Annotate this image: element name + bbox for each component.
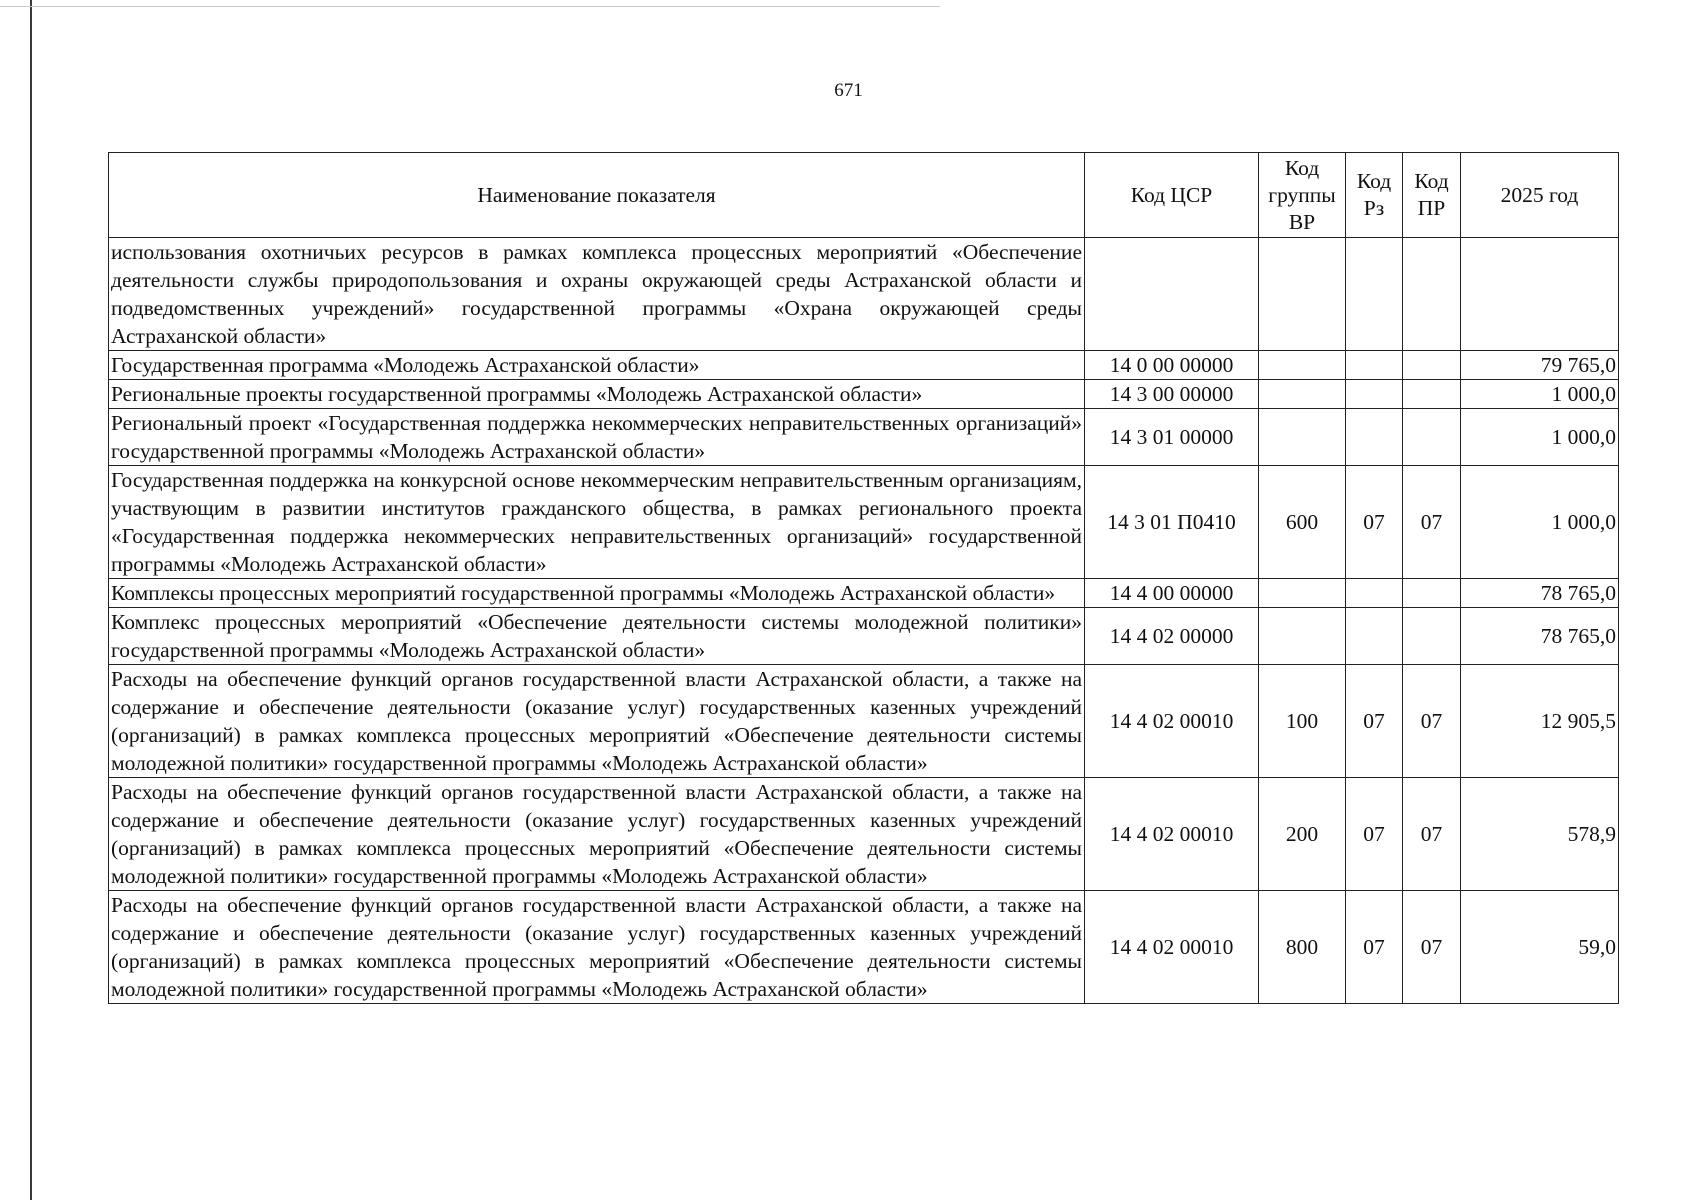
cell-amount: 578,9: [1461, 778, 1619, 891]
cell-csr: 14 3 01 П0410: [1085, 466, 1259, 579]
cell-csr: 14 3 00 00000: [1085, 380, 1259, 409]
cell-rz: 07: [1346, 466, 1403, 579]
header-rz-line2: Рз: [1363, 196, 1385, 220]
cell-amount: [1461, 238, 1619, 351]
header-csr: Код ЦСР: [1085, 153, 1259, 238]
cell-csr: 14 4 02 00010: [1085, 665, 1259, 778]
cell-name: Комплекс процессных мероприятий «Обеспечение деятельности системы молодежной политики» государственной программы «Молодежь Астраханской области»: [109, 608, 1085, 665]
header-year: 2025 год: [1461, 153, 1619, 238]
cell-csr: 14 4 00 00000: [1085, 579, 1259, 608]
cell-rz: [1346, 351, 1403, 380]
cell-name: Расходы на обеспечение функций органов государственной власти Астраханской области, а также на содержание и обеспечение деятельности (оказание услуг) государственных казенных учреждений (организаций) в рамках комплекса процессных мероприятий «Обеспечение деятельности системы молодежной политики» государственной программы «Молодежь Астраханской области»: [109, 778, 1085, 891]
cell-pr: [1403, 409, 1461, 466]
table-row: [109, 608, 1619, 665]
header-vr-line1: Код: [1284, 155, 1320, 180]
table-header-row: [109, 153, 1619, 238]
cell-vr: 600: [1259, 466, 1346, 579]
cell-csr: 14 3 01 00000: [1085, 409, 1259, 466]
table-row: [109, 778, 1619, 891]
cell-pr: 07: [1403, 665, 1461, 778]
cell-rz: [1346, 608, 1403, 665]
table-row: [109, 409, 1619, 466]
cell-pr: 07: [1403, 466, 1461, 579]
page-number: 671: [834, 80, 863, 101]
table-row: [109, 665, 1619, 778]
cell-rz: [1346, 380, 1403, 409]
cell-csr: 14 4 02 00000: [1085, 608, 1259, 665]
cell-rz: [1346, 238, 1403, 351]
header-pr-line1: Код: [1414, 169, 1449, 193]
table-row: [109, 351, 1619, 380]
cell-name: Государственная программа «Молодежь Астраханской области»: [109, 351, 1085, 380]
cell-pr: [1403, 608, 1461, 665]
cell-name: Комплексы процессных мероприятий государственной программы «Молодежь Астраханской области»: [109, 579, 1085, 608]
cell-rz: 07: [1346, 891, 1403, 1004]
cell-pr: [1403, 238, 1461, 351]
cell-csr: 14 4 02 00010: [1085, 891, 1259, 1004]
cell-pr: [1403, 579, 1461, 608]
header-vr-line3: ВР: [1288, 209, 1316, 234]
table-row: [109, 380, 1619, 409]
header-vr-line2: группы: [1268, 182, 1336, 207]
cell-amount: 1 000,0: [1461, 409, 1619, 466]
cell-pr: 07: [1403, 778, 1461, 891]
cell-amount: 59,0: [1461, 891, 1619, 1004]
header-pr-line2: ПР: [1417, 196, 1446, 220]
cell-csr: 14 0 00 00000: [1085, 351, 1259, 380]
header-rz-line1: Код: [1356, 169, 1392, 193]
cell-vr: [1259, 238, 1346, 351]
header-name: Наименование показателя: [109, 153, 1085, 238]
table-row: [109, 238, 1619, 351]
cell-vr: 100: [1259, 665, 1346, 778]
header-rz: [1346, 153, 1403, 238]
cell-rz: 07: [1346, 778, 1403, 891]
cell-pr: [1403, 351, 1461, 380]
table-row: [109, 579, 1619, 608]
cell-vr: 200: [1259, 778, 1346, 891]
header-vr: [1259, 153, 1346, 238]
cell-rz: 07: [1346, 665, 1403, 778]
cell-pr: [1403, 380, 1461, 409]
cell-rz: [1346, 409, 1403, 466]
cell-amount: 78 765,0: [1461, 579, 1619, 608]
cell-csr: [1085, 238, 1259, 351]
cell-name: Региональный проект «Государственная поддержка некоммерческих неправительственных организаций» государственной программы «Молодежь Астраханской области»: [109, 409, 1085, 466]
cell-csr: 14 4 02 00010: [1085, 778, 1259, 891]
cell-vr: [1259, 579, 1346, 608]
cell-amount: 1 000,0: [1461, 466, 1619, 579]
scan-edge-left: [30, 0, 32, 1200]
cell-name: Государственная поддержка на конкурсной основе некоммерческим неправительственным организациям, участвующим в развитии институтов гражданского общества, в рамках регионального проекта «Государственная поддержка некоммерческих неправительственных организаций» государственной программы «Молодежь Астраханской области»: [109, 466, 1085, 579]
header-pr: [1403, 153, 1461, 238]
cell-vr: [1259, 380, 1346, 409]
cell-amount: 1 000,0: [1461, 380, 1619, 409]
cell-name: Региональные проекты государственной программы «Молодежь Астраханской области»: [109, 380, 1085, 409]
cell-name: Расходы на обеспечение функций органов государственной власти Астраханской области, а также на содержание и обеспечение деятельности (оказание услуг) государственных казенных учреждений (организаций) в рамках комплекса процессных мероприятий «Обеспечение деятельности системы молодежной политики» государственной программы «Молодежь Астраханской области»: [109, 891, 1085, 1004]
cell-pr: 07: [1403, 891, 1461, 1004]
cell-vr: [1259, 608, 1346, 665]
cell-vr: [1259, 351, 1346, 380]
cell-amount: 78 765,0: [1461, 608, 1619, 665]
cell-vr: 800: [1259, 891, 1346, 1004]
cell-amount: 12 905,5: [1461, 665, 1619, 778]
cell-amount: 79 765,0: [1461, 351, 1619, 380]
table-row: [109, 891, 1619, 1004]
cell-name: Расходы на обеспечение функций органов государственной власти Астраханской области, а также на содержание и обеспечение деятельности (оказание услуг) государственных казенных учреждений (организаций) в рамках комплекса процессных мероприятий «Обеспечение деятельности системы молодежной политики» государственной программы «Молодежь Астраханской области»: [109, 665, 1085, 778]
cell-vr: [1259, 409, 1346, 466]
budget-table: [108, 152, 1619, 1004]
table-row: [109, 466, 1619, 579]
scan-edge-top: [0, 6, 940, 7]
cell-rz: [1346, 579, 1403, 608]
cell-name: использования охотничьих ресурсов в рамках комплекса процессных мероприятий «Обеспечение деятельности службы природопользования и охраны окружающей среды Астраханской области и подведомственных учреждений» государственной программы «Охрана окружающей среды Астраханской области»: [109, 238, 1085, 351]
